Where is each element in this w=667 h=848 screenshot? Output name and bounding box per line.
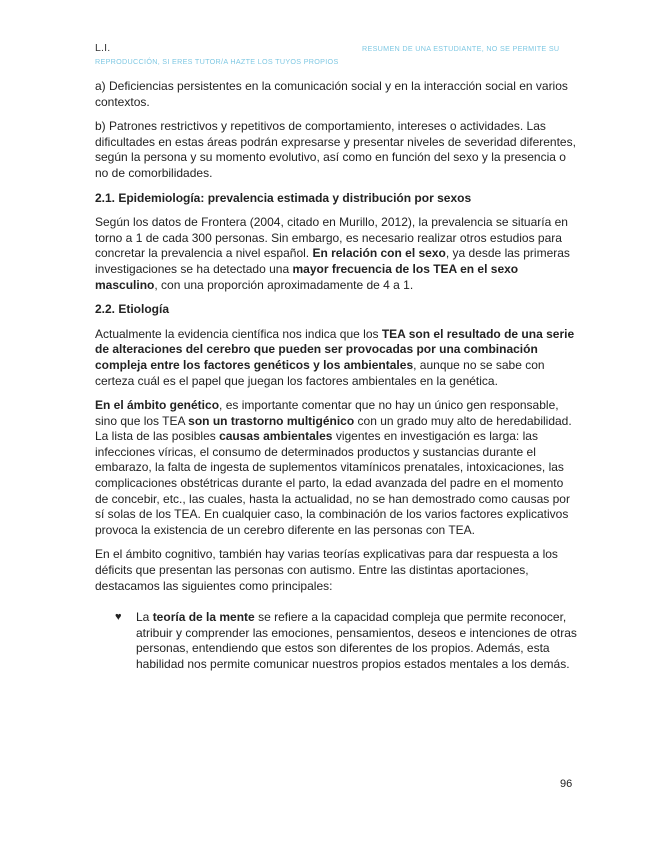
paragraph-cognitive: En el ámbito cognitivo, también hay varias teorías explicativas para dar respuesta a los déficits que presentan las personas con autismo. Entre las distintas aportaciones, destacamos las siguientes como principales: (95, 547, 558, 593)
section-heading-etiology: 2.2. Etiología (95, 302, 170, 317)
paragraph-b: b) Patrones restrictivos y repetitivos de comportamiento, intereses o actividades. Las dificultades en estas áreas podrán expresarse y presentar niveles de severidad diferentes, según la persona y su momento evolutivo, así como en función del sexo y la presencia o no de comorbilidades. (95, 119, 576, 180)
document-body (95, 79, 577, 673)
paragraph-etiology: Actualmente la evidencia científica nos indica que los TEA son el resultado de una serie de alteraciones del cerebro que pueden ser provocadas por una combinación compleja entre los factores genéticos y los ambientales, aunque no se sabe con certeza cuál es el papel que juegan los factores ambientales en la genética. (95, 326, 575, 388)
header-notice: REPRODUCCIÓN, SI ERES TUTOR/A HAZTE LOS TUYOS PROPIOS (95, 57, 339, 66)
header-disclaimer: RESUMEN DE UNA ESTUDIANTE, NO SE PERMITE SU (362, 44, 560, 53)
list-item-theory-of-mind: ♥ La teoría de la mente se refiere a la capacidad compleja que permite reconocer, atribuir y comprender las emociones, pensamientos, deseos e intenciones de otras personas, entendiendo que estos son diferentes de los propios. Además, esta habilidad nos permite comunicar nuestros propios estados mentales a los demás. (115, 610, 577, 671)
paragraph-epidemiology: Según los datos de Frontera (2004, citado en Murillo, 2012), la prevalencia se situaría en torno a 1 de cada 300 personas. Sin embargo, es necesario realizar otros estudios para concretar la prevalencia a nivel español. En relación con el sexo, ya desde las primeras investigaciones se ha detectado una mayor frecuencia de los TEA en el sexo masculino, con una proporción aproximadamente de 4 a 1. (95, 215, 570, 292)
section-heading-epidemiology: 2.1. Epidemiología: prevalencia estimada y distribución por sexos (95, 190, 472, 205)
paragraph-a: a) Deficiencias persistentes en la comunicación social y en la interacción social en varios contextos. (95, 79, 568, 109)
page-number: 96 (560, 778, 573, 790)
paragraph-genetic: En el ámbito genético, es importante comentar que no hay un único gen responsable, sino que los TEA son un trastorno multigénico con un grado muy alto de heredabilidad. La lista de las posibles causas ambientales vigentes en investigación es larga: las infecciones víricas, el consumo de determinados productos y sustancias durante el embarazo, la falta de ingesta de suplementos vitamínicos prenatales, intoxicaciones, las complicaciones obstétricas durante el parto, la edad avanzada del padre en el momento de concebir, etc., las cuales, hasta la actualidad, no se han demostrado como causas por sí solas de los TEA. En cualquier caso, la combinación de los varios factores explicativos provoca la existencia de un cerebro diferente en las personas con TEA. (95, 398, 572, 537)
heart-bullet-icon: ♥ (115, 611, 122, 624)
header-initials: L.I. (95, 42, 111, 54)
